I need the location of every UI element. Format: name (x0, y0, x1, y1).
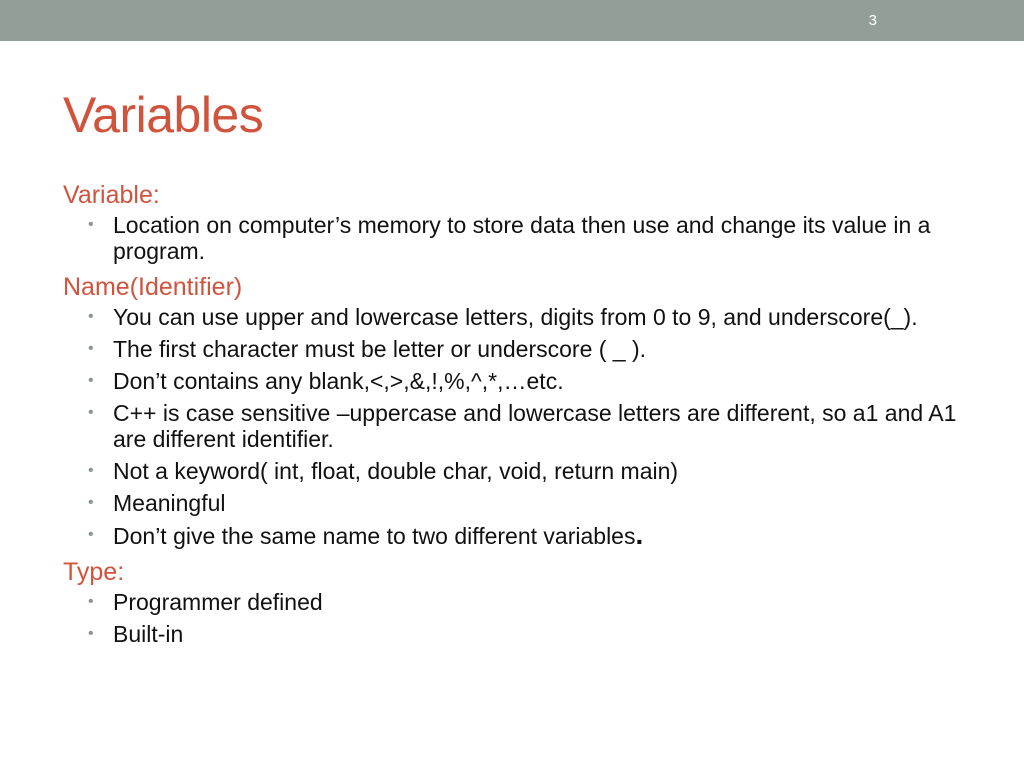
section-variable (63, 178, 963, 264)
bullet-item (63, 304, 963, 330)
bullet-text: Programmer defined (113, 589, 323, 615)
slide-content (63, 178, 963, 653)
bullet-dot-icon: • (88, 462, 94, 479)
bullet-dot-icon: • (88, 216, 94, 233)
bullet-dot-icon: • (88, 340, 94, 357)
bullet-text: Don’t give the same name to two different variables (113, 523, 636, 549)
bullet-text: Location on computer’s memory to store data then use and change its value in a program. (113, 212, 931, 264)
bullet-end-mark: . (635, 519, 644, 550)
bullet-item (63, 621, 963, 647)
bullet-text: You can use upper and lowercase letters, digits from 0 to 9, and underscore(_). (113, 304, 918, 330)
bullet-item (63, 519, 963, 550)
bullet-text: The first character must be letter or underscore ( _ ). (113, 336, 647, 362)
bullet-dot-icon: • (88, 494, 94, 511)
bullet-dot-icon: • (88, 526, 94, 543)
bullet-item (63, 458, 963, 484)
bullet-text: Don’t contains any blank,<,>,&,!,%,^,*,…etc. (113, 368, 564, 394)
bullet-list (63, 589, 963, 647)
bullet-item (63, 490, 963, 516)
bullet-item (63, 368, 963, 394)
bullet-list (63, 304, 963, 549)
bullet-list (63, 212, 963, 264)
bullet-dot-icon: • (88, 308, 94, 325)
slide-number: 3 (868, 12, 877, 29)
bullet-item (63, 212, 963, 264)
section-type (63, 555, 963, 647)
section-heading: Type: (63, 558, 125, 586)
bullet-item (63, 336, 963, 362)
slide-title: Variables (63, 87, 264, 143)
bullet-text: Meaningful (113, 490, 226, 516)
bullet-item (63, 400, 963, 452)
section-heading: Variable: (63, 181, 160, 209)
bullet-dot-icon: • (88, 593, 94, 610)
top-bar (0, 0, 1024, 41)
bullet-item (63, 589, 963, 615)
bullet-text: Not a keyword( int, float, double char, void, return main) (113, 458, 679, 484)
bullet-dot-icon: • (88, 625, 94, 642)
bullet-dot-icon: • (88, 372, 94, 389)
section-name-identifier (63, 270, 963, 549)
bullet-text: Built-in (113, 621, 184, 647)
bullet-dot-icon: • (88, 404, 94, 421)
bullet-text: C++ is case sensitive –uppercase and lowercase letters are different, so a1 and A1 are different identifier. (113, 400, 957, 452)
section-heading: Name(Identifier) (63, 273, 243, 301)
